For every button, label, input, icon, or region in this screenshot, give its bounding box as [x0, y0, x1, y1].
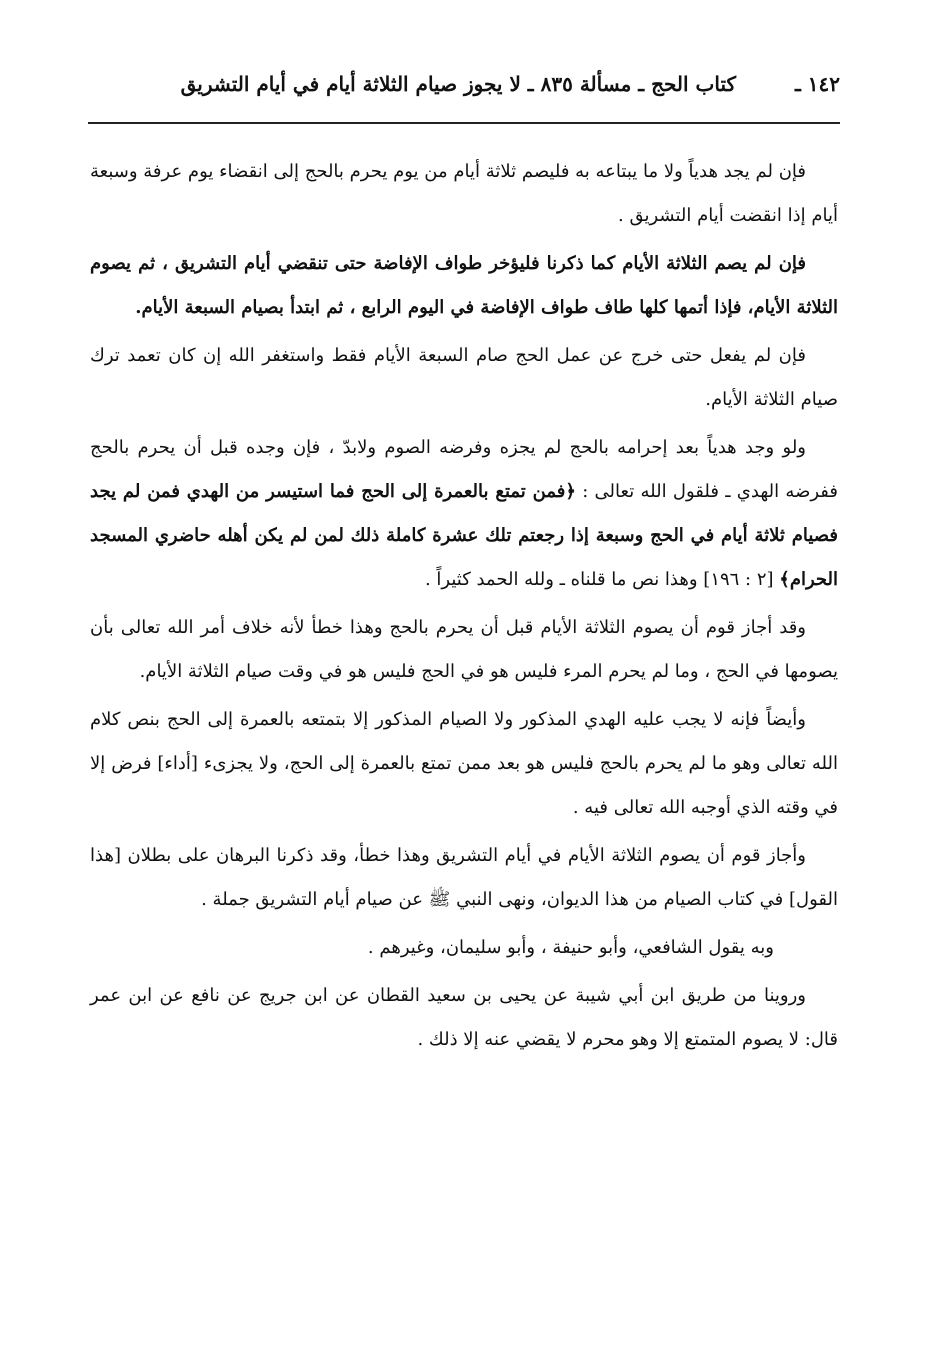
- paragraph-1: [90, 150, 838, 238]
- text-segment: وبه يقول الشافعي، وأبو حنيفة ، وأبو سليمان، وغيرهم .: [367, 937, 774, 958]
- paragraph-2: [90, 242, 838, 330]
- paragraph-7: [90, 834, 838, 922]
- paragraph-3: [90, 334, 838, 422]
- main-text: [90, 150, 838, 1066]
- paragraph-4: [90, 426, 838, 602]
- running-header: [88, 72, 840, 108]
- quran-quote: ﴿فمن تمتع بالعمرة إلى الحج فما استيسر من الهدي فمن لم يجد فصيام ثلاثة أيام في الحج وسبعة إذا رجعتم تلك عشرة كاملة ذلك لمن لم يكن أهله حاضري المسجد الحرام﴾: [90, 481, 838, 590]
- paragraph-6: [90, 698, 838, 830]
- text-segment: وأجاز قوم أن يصوم الثلاثة الأيام في أيام التشريق وهذا خطأ، وقد ذكرنا البرهان على بطلان [هذا القول] في كتاب الصيام من هذا الديوان، ونهى النبي ﷺ عن صيام أيام التشريق جملة .: [90, 845, 838, 910]
- page-number: ١٤٢ ـ: [794, 72, 840, 96]
- paragraph-8: [90, 926, 838, 970]
- text-segment: وأيضاً فإنه لا يجب عليه الهدي المذكور ولا الصيام المذكور إلا بتمتعه بالعمرة إلى الحج بنص كلام الله تعالى وهو ما لم يحرم بالحج فليس هو بعد ممن تمتع بالعمرة إلى الحج، ولا يجزىء [أداء] فرض إلا في وقته الذي أوجبه الله تعالى فيه .: [90, 709, 838, 818]
- header-divider: [88, 122, 840, 124]
- paragraph-9: [90, 974, 838, 1062]
- paragraph-5: [90, 606, 838, 694]
- text-segment: [٢ : ١٩٦] وهذا نص ما قلناه ـ ولله الحمد كثيراً .: [424, 569, 780, 590]
- text-segment: فإن لم يجد هدياً ولا ما يبتاعه به فليصم ثلاثة أيام من يوم يحرم بالحج إلى انقضاء يوم عرفة وسبعة أيام إذا انقضت أيام التشريق .: [90, 161, 838, 226]
- text-segment: وروينا من طريق ابن أبي شيبة عن يحيى بن سعيد القطان عن ابن جريج عن نافع عن ابن عمر قال: لا يصوم المتمتع إلا وهو محرم لا يقضي عنه إلا ذلك .: [90, 985, 838, 1050]
- text-segment: ولو وجد هدياً بعد إحرامه بالحج لم يجزه وفرضه الصوم ولابدّ ، فإن وجده قبل أن يحرم بالحج ففرضه الهدي ـ فلقول الله تعالى :: [90, 437, 838, 502]
- text-segment: وقد أجاز قوم أن يصوم الثلاثة الأيام قبل أن يحرم بالحج وهذا خطأ لأنه خلاف أمر الله تعالى بأن يصومها في الحج ، وما لم يحرم المرء فليس هو في الحج فليس هو في وقت صيام الثلاثة الأيام.: [90, 617, 838, 682]
- chapter-title: كتاب الحج ـ مسألة ٨٣٥ ـ لا يجوز صيام الثلاثة أيام في أيام التشريق: [180, 72, 736, 96]
- bold-text-segment: فإن لم يصم الثلاثة الأيام كما ذكرنا فليؤخر طواف الإفاضة حتى تنقضي أيام التشريق ، ثم يصوم الثلاثة الأيام، فإذا أتمها كلها طاف طواف الإفاضة في اليوم الرابع ، ثم ابتدأ بصيام السبعة الأيام.: [90, 253, 838, 318]
- text-segment: فإن لم يفعل حتى خرج عن عمل الحج صام السبعة الأيام فقط واستغفر الله إن كان تعمد ترك صيام الثلاثة الأيام.: [90, 345, 838, 410]
